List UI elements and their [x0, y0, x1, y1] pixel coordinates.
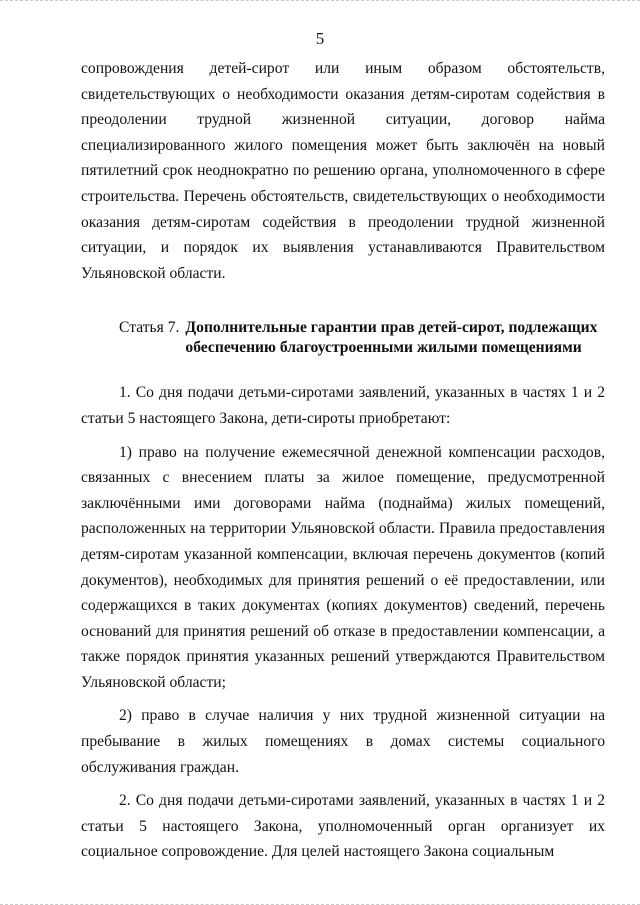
- document-body: [81, 56, 605, 865]
- article-title: Дополнительные гарантии прав детей-сирот, подлежащих обеспечению благоустроенными жилыми помещениями: [185, 319, 598, 357]
- spacer: [81, 780, 605, 788]
- paragraph-1-item-1: 1) право на получение ежемесячной денежной компенсации расходов, связанных с внесением платы за жилое помещение, предусмотренной заключёнными ими договорами найма (поднайма) жилых помещений, расположенных на территории Ульяновской области. Правила предоставления детям-сиротам указанной компенсации, включая перечень документов (копий документов), необходимых для принятия решений о её предоставлении, или содержащихся в таких документах (копиях документов) сведений, перечень оснований для принятия решений об отказе в предоставлении компенсации, а также порядок принятия указанных решений утверждаются Правительством Ульяновской области;: [81, 443, 605, 691]
- article-label: Статья 7.: [119, 319, 180, 337]
- paragraph-1-item-2: 2) право в случае наличия у них трудной жизненной ситуации на пребывание в жилых помещениях в домах системы социального обслуживания граждан.: [81, 707, 605, 776]
- scan-bottom-edge: [0, 896, 640, 905]
- article-heading: [81, 318, 605, 358]
- spacer: [81, 358, 605, 380]
- page-number: 5: [315, 29, 325, 48]
- paragraph-1: 1. Со дня подачи детьми-сиротами заявлений, указанных в частях 1 и 2 статьи 5 настоящего Закона, дети-сироты приобретают:: [81, 384, 605, 427]
- scan-top-edge: [0, 0, 640, 9]
- spacer: [81, 432, 605, 440]
- spacer: [81, 695, 605, 703]
- paragraph-2: 2. Со дня подачи детьми-сиротами заявлений, указанных в частях 1 и 2 статьи 5 настоящего Закона, уполномоченный орган организует их социальное сопровождение. Для целей настоящего Закона социальным: [81, 792, 605, 861]
- spacer: [81, 286, 605, 318]
- paragraph-continuation: сопровождения детей-сирот или иным образом обстоятельств, свидетельствующих о необходимости оказания детям-сиротам содействия в преодолении трудной жизненной ситуации, договор найма специализированного жилого помещения может быть заключён на новый пятилетний срок неоднократно по решению органа, уполномоченного в сфере строительства. Перечень обстоятельств, свидетельствующих о необходимости оказания детям-сиротам содействия в преодолении трудной жизненной ситуации, и порядок их выявления устанавливаются Правительством Ульяновской области.: [81, 60, 605, 282]
